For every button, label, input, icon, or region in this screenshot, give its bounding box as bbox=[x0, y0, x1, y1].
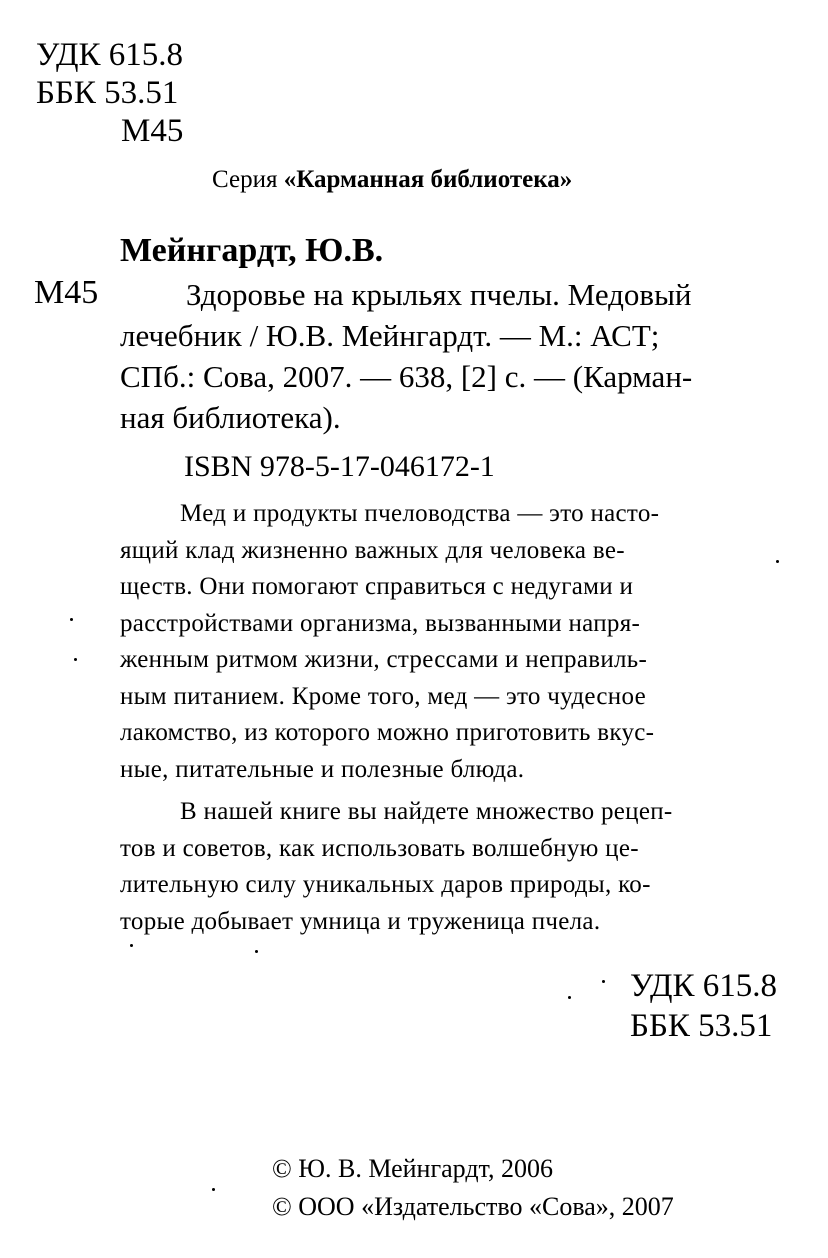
bibliographic-description bbox=[120, 274, 782, 438]
scan-speck bbox=[70, 618, 73, 621]
catalog-code: М45 bbox=[34, 274, 99, 311]
classification-codes-bottom bbox=[630, 966, 777, 1046]
classification-codes-top bbox=[36, 36, 183, 150]
abstract-paragraph bbox=[120, 794, 780, 940]
abstract-line: В нашей книге вы найдете множество рецеп- bbox=[180, 798, 673, 825]
abstract-line: ществ. Они помогают справиться с недугами и bbox=[120, 573, 634, 600]
bib-line: СПб.: Сова, 2007. — 638, [2] с. — (Карман- bbox=[120, 359, 693, 394]
scan-speck bbox=[776, 560, 779, 563]
abstract-line: лительную силу уникальных даров природы, ко- bbox=[120, 871, 651, 898]
bib-line: Здоровье на крыльях пчелы. Медовый bbox=[186, 277, 692, 312]
scan-speck bbox=[255, 950, 258, 953]
bib-line: ная библиотека). bbox=[120, 400, 341, 435]
copyright-block bbox=[272, 1150, 674, 1226]
scan-speck bbox=[130, 944, 133, 947]
abstract-line: торые добывает умница и труженица пчела. bbox=[120, 907, 601, 935]
scan-speck bbox=[602, 980, 605, 983]
abstract-paragraph bbox=[120, 496, 780, 788]
abstract-line: Мед и продукты пчеловодства — это насто- bbox=[180, 500, 660, 527]
author-sign: М45 bbox=[121, 113, 184, 149]
author-heading: Мейнгардт, Ю.В. bbox=[120, 232, 384, 269]
abstract bbox=[120, 496, 780, 940]
series-name: «Карманная библиотека» bbox=[283, 166, 573, 193]
udk-code: УДК 615.8 bbox=[630, 968, 778, 1004]
scan-speck bbox=[568, 996, 571, 999]
abstract-line: ные, питательные и полезные блюда. bbox=[120, 755, 525, 783]
abstract-line: расстройствами организма, вызванными напря- bbox=[120, 609, 641, 637]
abstract-line: женным ритмом жизни, стрессами и неправиль- bbox=[120, 646, 648, 673]
bib-line: лечебник / Ю.В. Мейнгардт. — М.: АСТ; bbox=[120, 318, 660, 353]
abstract-line: ящий клад жизненно важных для человека ве- bbox=[120, 536, 625, 564]
udk-code: УДК 615.8 bbox=[36, 37, 184, 73]
bbk-code: ББК 53.51 bbox=[36, 75, 179, 111]
isbn: ISBN 978-5-17-046172-1 bbox=[184, 450, 495, 483]
abstract-line: ным питанием. Кроме того, мед — это чудесное bbox=[120, 682, 646, 710]
abstract-line: тов и советов, как использовать волшебную це- bbox=[120, 834, 639, 862]
series-title bbox=[212, 166, 572, 194]
bbk-code: ББК 53.51 bbox=[630, 1008, 773, 1044]
scan-speck bbox=[74, 658, 77, 661]
copyright-author: © Ю. В. Мейнгардт, 2006 bbox=[272, 1154, 553, 1183]
scan-speck bbox=[212, 1188, 215, 1191]
abstract-line: лакомство, из которого можно приготовить вкус- bbox=[120, 719, 655, 746]
series-prefix: Серия bbox=[212, 166, 284, 193]
copyright-publisher: © ООО «Издательство «Сова», 2007 bbox=[272, 1192, 674, 1221]
